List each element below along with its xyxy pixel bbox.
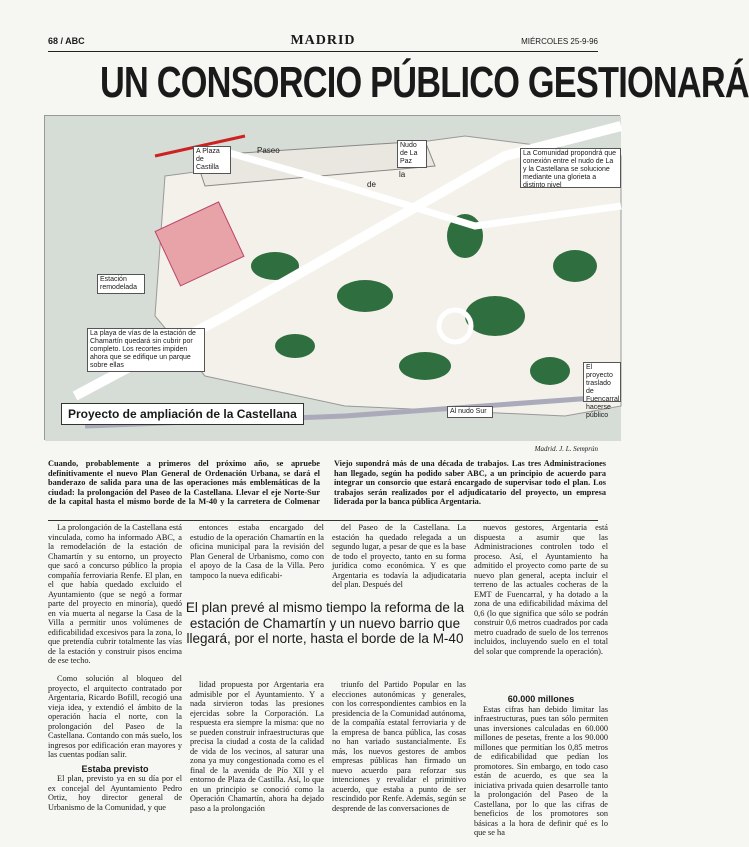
label-plaza-castilla: A Plaza de Castilla: [193, 146, 231, 174]
col1-bottom: [48, 674, 182, 834]
map-figure: [44, 115, 620, 440]
byline: Madrid. J. L. Semprún: [534, 445, 598, 453]
label-nudo-sur: Al nudo Sur: [447, 406, 493, 418]
page-header: [48, 34, 598, 52]
pull-quote: El plan prevé al mismo tiempo la reforma de la estación de Chamartín y un nuevo barrio que llegará, por el norte, hasta el borde de la M-40: [185, 600, 465, 646]
label-playa-vias: La playa de vías de la estación de Chamartín quedará sin cubrir por completo. Los recortes impiden ahora que se edifique un parque sobre ellas: [87, 328, 205, 372]
label-comunidad: La Comunidad propondrá que conexión entre el nudo de La y la Castellana se solucione mediante una glorieta a distinto nivel: [520, 148, 621, 188]
label-fuencarral: El proyecto traslado de Fuencarral hacerse público: [583, 362, 621, 402]
headline: UN CONSORCIO PÚBLICO GESTIONARÁ: [100, 58, 749, 107]
map-title: Proyecto de ampliación de la Castellana: [61, 403, 304, 425]
col1-bottom-text: Como solución al bloqueo del proyecto, el arquitecto contratado por Argentaria, Ricardo Bofill, recogió una vieja idea, y extendió el ámbito de la operación hacia el norte, con la prolongación del Paseo de la Castellana. Contando con más suelo, los ingresos por edificación eran mayores y las cuentas podían salir.: [48, 674, 182, 759]
section-title: MADRID: [290, 33, 356, 48]
col4-bottom: [474, 690, 608, 837]
col1-subhead-text: El plan, previsto ya en su día por el ex concejal del Ayuntamiento Pedro Ortiz, hoy director general de Urbanismo de la Comunidad, y que: [48, 774, 182, 812]
label-nudo-la-paz: Nudo de La Paz: [397, 140, 427, 168]
subhead-estaba-previsto: Estaba previsto: [81, 763, 149, 774]
label-estacion: Estación remodelada: [97, 274, 145, 294]
col4-bottom-text: Estas cifras han debido limitar las infraestructuras, pues tan sólo permiten unas inversiones calculadas en 60.000 millones de pesetas, frente a los 90.000 millones que permitían los 0,85 metros de edificabilidad que pedían los promotores. Sin embargo, en todo caso están de acuerdo, es que sea la iniciativa privada quien desarrolle tanto la prolongación del Paseo de la Castellana, por lo que las cifras de beneficios de los promotores son básicas a la hora de definir qué es lo que se ha: [474, 704, 608, 837]
issue-date: MIÉRCOLES 25-9-96: [521, 37, 598, 46]
col3-top: del Paseo de la Castellana. La estación ha quedado relegada a un segundo lugar, a pesar de que es la base de todo el proyecto, tanto en su forma jurídica como económica. Y es que Argentaria es todavía la adjudicataria del plan. Después del: [332, 523, 466, 589]
label-de: de: [367, 180, 376, 189]
col1-top: La prolongación de la Castellana está vinculada, como ha informado ABC, a la remodelación de la estación de Chamartín y su entorno, un proyecto que sacó a concurso público la propia compañía ferroviaria Renfe. El plan, en el que había quedado excluido el Ayuntamiento (que se negó a formar parte del proyecto en minoría), quedó en vía muerta al negarse la Casa de la Villa a permitir unos volúmenes de edificabilidad excesivos para la zona, lo que pretendía cubrir totalmente las vías de la estación y construir pisos encima de ese techo.: [48, 523, 182, 665]
col2-top: entonces estaba encargado del estudio de la operación Chamartín en la oficina municipal para la revisión del Plan General de Urbanismo, como con el apoyo de la Casa de la Villa. Pero tampoco la nueva edificabi-: [190, 523, 324, 580]
col2-bottom: lidad propuesta por Argentaria era admisible por el Ayuntamiento. Y a nada sirvieron todas las presiones ejercidas sobre la Corporación. La respuesta era siempre la misma: que no se pueden construir infraestructuras que precisa la ciudad a costa de la calidad de vida de los vecinos, al saturar una zona ya muy congestionada como es el final de la avenida de Pío XII y el entorno de Plaza de Castilla. Así, lo que en un principio se conoció como la Operación Chamartín, ahora ha dejado paso a la prolongación: [190, 680, 324, 813]
col3-bottom: triunfo del Partido Popular en las elecciones autonómicas y generales, con los correspondientes cambios en la presidencia de la Comunidad autónoma, de la compañía estatal ferroviaria y de la empresa de banca pública, las cosas no han variado sustancialmente. Es más, los nuevos gestores de ambos empresas públicas han firmado un nuevo acuerdo para reforzar sus intenciones y revalidar el primitivo acuerdo, que estaba a punto de ser rescindido por Renfe. Además, según se desprende de las conversaciones de: [332, 680, 466, 813]
lead-paragraph: Cuando, probablemente a primeros del próximo año, se apruebe definitivamente el nuevo Plan General de Ordenación Urbana, se dará el banderazo de salida para una de las operaciones más emblemáticas de la ciudad: la prolongación del Paseo de la Castellana. Llevar el eje Norte-Sur de la capital hasta el mismo borde de la M-40 y la carretera de Colmenar Viejo supondrá más de una década de trabajos. Las tres Administraciones han llegado, según ha podido saber ABC, a un principio de acuerdo para integrar un consorcio que estará encargado de supervisar todo el plan. Los trabajos serán realizados por el adjudicatario del proyecto, un empresa liderada por la banca pública Argentaria.: [48, 459, 606, 507]
label-paseo: Paseo: [257, 146, 280, 155]
label-la: la: [399, 170, 406, 179]
page-number: 68 / ABC: [48, 36, 85, 46]
subhead-60000-millones: 60.000 millones: [507, 694, 575, 704]
col4-top: nuevos gestores, Argentaria está dispuesta a asumir que las Administraciones controlen todo el proceso. Así, el Ayuntamiento ha admitido el proyecto como parte de su nuevo plan general, acepta incluir el terreno de las actuales cocheras de la EMT de Fuencarral, y ha dotado a la zona de una edificabilidad máxima del 0,6 (lo que significa que sólo se podrán construir 0,6 metros cuadrados por cada metro cuadrado de suelo de los terrenos incluidos, incluyendo suelo en el total del solar que comprende la operación).: [474, 523, 608, 656]
divider: [48, 520, 598, 521]
